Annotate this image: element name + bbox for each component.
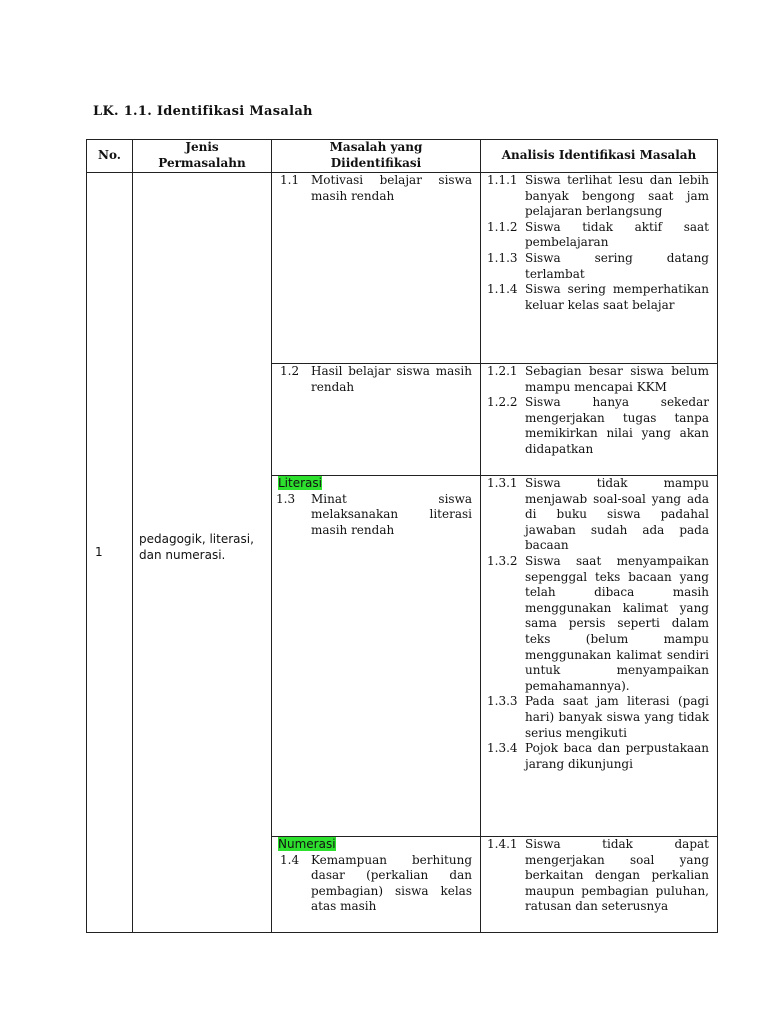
- table-row: [87, 173, 718, 364]
- table-header-row: [87, 140, 718, 173]
- analisis-item: [481, 173, 717, 220]
- analisis-item: [481, 741, 717, 772]
- masalah-text: Motivasi belajar siswa masih rendah: [311, 173, 472, 203]
- analisis-item: [481, 395, 717, 457]
- masalah-text: Hasil belajar siswa masih rendah: [311, 364, 472, 394]
- analisis-number: 1.3.2: [487, 553, 518, 568]
- masalah-text: Minat siswa melaksanakan literasi masih rendah: [311, 491, 472, 537]
- analisis-item: [481, 554, 717, 694]
- header-masalah: [272, 140, 481, 173]
- analisis-item: [481, 364, 717, 395]
- analisis-text: Siswa terlihat lesu dan lebih banyak bengong saat jam pelajaran berlangsung: [525, 173, 709, 219]
- problem-identification-table: [86, 139, 718, 933]
- masalah-cell: [272, 364, 481, 476]
- analisis-cell: [481, 364, 718, 476]
- masalah-number: 1.2: [280, 364, 300, 378]
- analisis-item: [481, 694, 717, 741]
- analisis-number: 1.3.1: [487, 476, 518, 490]
- analisis-cell: [481, 837, 718, 933]
- masalah-cell: [272, 837, 481, 933]
- masalah-number: 1.4: [280, 852, 300, 867]
- header-no: No.: [87, 140, 133, 173]
- analisis-item: [481, 837, 717, 915]
- analisis-text: Siswa tidak mampu menjawab soal-soal yang ada di buku siswa padahal jawaban sudah ada pada bacaan: [525, 476, 709, 553]
- analisis-item: [481, 251, 717, 282]
- analisis-number: 1.1.3: [487, 250, 518, 265]
- header-analisis: Analisis Identifikasi Masalah: [481, 140, 718, 173]
- header-jenis: [133, 140, 272, 173]
- masalah-number: 1.3: [276, 491, 296, 506]
- literasi-label: Literasi: [278, 476, 322, 490]
- masalah-item: [272, 492, 480, 539]
- analisis-number: 1.1.1: [487, 173, 518, 187]
- page-title: LK. 1.1. Identifikasi Masalah: [93, 104, 313, 119]
- analisis-text: Siswa hanya sekedar mengerjakan tugas tanpa memikirkan nilai yang akan didapatkan: [525, 395, 709, 456]
- section-label-numerasi: [272, 837, 480, 853]
- jenis-permasalahan: pedagogik, literasi, dan numerasi.: [133, 173, 272, 933]
- analisis-number: 1.3.4: [487, 741, 518, 756]
- masalah-number: 1.1: [280, 173, 300, 187]
- analisis-number: 1.4.1: [487, 837, 518, 851]
- analisis-cell: [481, 476, 718, 837]
- analisis-number: 1.2.2: [487, 395, 518, 410]
- analisis-item: [481, 220, 717, 251]
- analisis-text: Siswa sering memperhatikan keluar kelas saat belajar: [525, 282, 709, 312]
- analisis-text: Siswa tidak aktif saat pembelajaran: [525, 219, 709, 250]
- analisis-number: 1.3.3: [487, 694, 518, 709]
- masalah-text: Kemampuan berhitung dasar (perkalian dan pembagian) siswa kelas atas masih: [311, 852, 472, 914]
- analisis-text: Pojok baca dan perpustakaan jarang dikunjungi: [525, 741, 709, 771]
- analisis-text: Pada saat jam literasi (pagi hari) banyak siswa yang tidak serius mengikuti: [525, 694, 709, 740]
- masalah-cell: [272, 476, 481, 837]
- masalah-item: [272, 364, 480, 395]
- analisis-item: [481, 282, 717, 313]
- header-jenis-line2: Permasalahn: [158, 156, 246, 170]
- masalah-item: [272, 853, 480, 915]
- header-masalah-line2: Diidentifikasi: [330, 156, 422, 170]
- masalah-cell: [272, 173, 481, 364]
- header-jenis-line1: Jenis: [185, 140, 219, 155]
- analisis-cell: [481, 173, 718, 364]
- row-number: 1: [87, 173, 133, 933]
- analisis-text: Siswa tidak dapat mengerjakan soal yang berkaitan dengan perkalian maupun pembagian puluhan, ratusan dan seterusnya: [525, 837, 709, 914]
- analisis-text: Siswa sering datang terlambat: [525, 250, 709, 281]
- header-masalah-line1: Masalah yang: [329, 140, 423, 155]
- analisis-item: [481, 476, 717, 554]
- masalah-item: [272, 173, 480, 204]
- analisis-number: 1.2.1: [487, 364, 518, 378]
- section-label-literasi: [272, 476, 480, 492]
- analisis-number: 1.1.4: [487, 282, 518, 297]
- analisis-text: Siswa saat menyampaikan sepenggal teks bacaan yang telah dibaca masih menggunakan kalimat yang sama persis seperti dalam teks (belum mampu menggunakan kalimat sendiri untuk menyampaikan pemahamannya).: [525, 553, 709, 693]
- analisis-number: 1.1.2: [487, 219, 518, 234]
- numerasi-label: Numerasi: [278, 837, 336, 851]
- analisis-text: Sebagian besar siswa belum mampu mencapai KKM: [525, 364, 709, 394]
